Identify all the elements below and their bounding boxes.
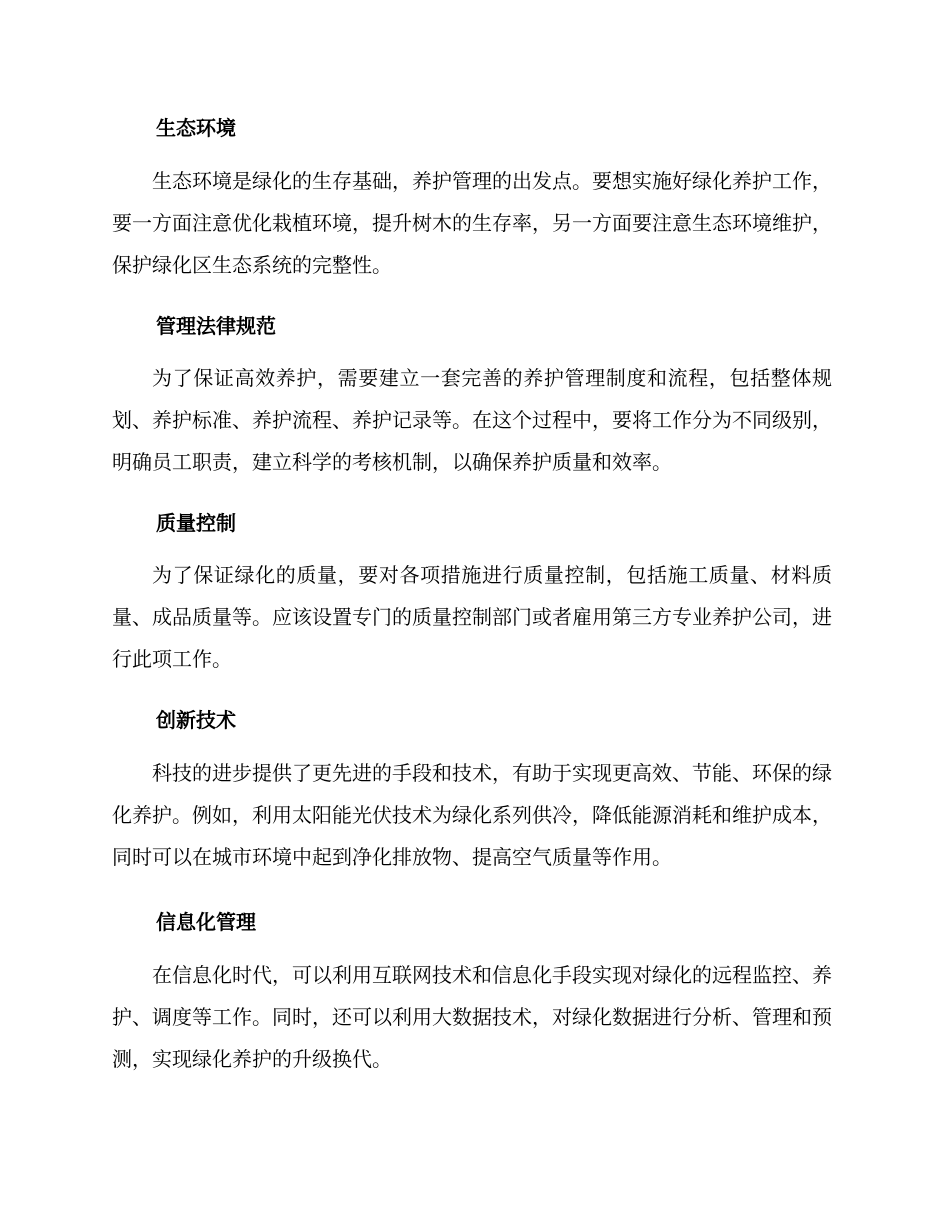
section-paragraph: 生态环境是绿化的生存基础，养护管理的出发点。要想实施好绿化养护工作，要一方面注意优化栽植环境，提升树木的生存率，另一方面要注意生态环境维护，保护绿化区生态系统的完整性。 (112, 169, 832, 277)
section-information-management (112, 900, 832, 1080)
section-heading: 创新技术 (156, 708, 236, 732)
section-paragraph: 为了保证绿化的质量，要对各项措施进行质量控制，包括施工质量、材料质量、成品质量等。应该设置专门的质量控制部门或者雇用第三方专业养护公司，进行此项工作。 (112, 563, 832, 671)
section-management-regulations (112, 304, 832, 483)
section-heading: 质量控制 (156, 511, 236, 535)
section-quality-control (112, 501, 832, 680)
section-heading: 生态环境 (156, 116, 236, 140)
section-innovative-technology (112, 698, 832, 878)
section-paragraph: 为了保证高效养护，需要建立一套完善的养护管理制度和流程，包括整体规划、养护标准、养护流程、养护记录等。在这个过程中，要将工作分为不同级别，明确员工职责，建立科学的考核机制，以确保养护质量和效率。 (112, 366, 832, 474)
section-heading: 信息化管理 (156, 910, 256, 934)
section-paragraph: 科技的进步提供了更先进的手段和技术，有助于实现更高效、节能、环保的绿化养护。例如，利用太阳能光伏技术为绿化系列供冷，降低能源消耗和维护成本，同时可以在城市环境中起到净化排放物、提高空气质量等作用。 (112, 761, 832, 869)
section-paragraph: 在信息化时代，可以利用互联网技术和信息化手段实现对绿化的远程监控、养护、调度等工作。同时，还可以利用大数据技术，对绿化数据进行分析、管理和预测，实现绿化养护的升级换代。 (112, 963, 832, 1071)
section-ecological-environment (112, 106, 832, 286)
section-heading: 管理法律规范 (156, 314, 276, 338)
document-body (112, 106, 832, 1080)
